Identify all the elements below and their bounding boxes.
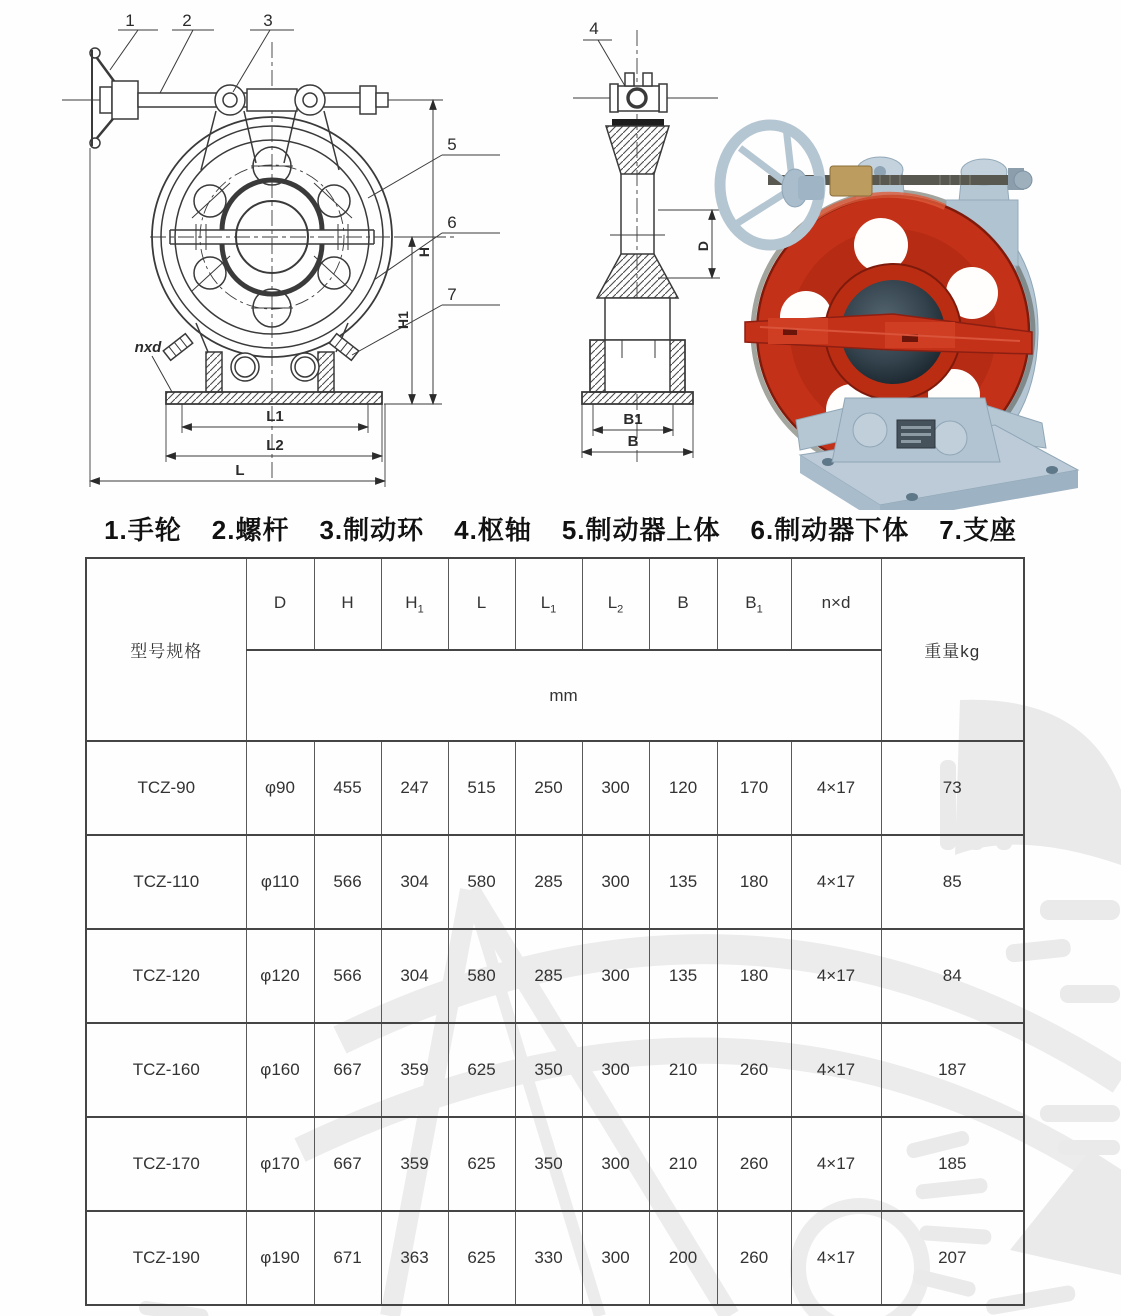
- table-row: [86, 1211, 1024, 1305]
- cell-l2: 300: [582, 741, 649, 835]
- callout-3-label: 3: [263, 11, 273, 30]
- cell-h: 671: [314, 1211, 381, 1305]
- legend-item-3: 3.制动环: [319, 515, 425, 545]
- front-view-drawing: [62, 11, 500, 487]
- col-label: L: [476, 592, 487, 612]
- unit-cell: mm: [246, 650, 881, 741]
- col-label-sub: 2: [617, 603, 624, 616]
- cell-model: TCZ-110: [86, 835, 246, 929]
- legend-item-1: 1.手轮: [104, 515, 182, 545]
- col-header-nxd: [791, 558, 881, 650]
- cell-d: φ190: [246, 1211, 314, 1305]
- cell-h: 566: [314, 929, 381, 1023]
- cell-h1: 363: [381, 1211, 448, 1305]
- cell-l1: 350: [515, 1117, 582, 1211]
- cell-b: 210: [649, 1023, 717, 1117]
- col-label: B: [745, 592, 757, 612]
- col-label-sub: 1: [550, 603, 557, 616]
- dim-l-label: L: [235, 462, 245, 479]
- cell-model: TCZ-90: [86, 741, 246, 835]
- table-row: [86, 929, 1024, 1023]
- cell-d: φ90: [246, 741, 314, 835]
- cell-b1: 260: [717, 1023, 791, 1117]
- col-header-d: [246, 558, 314, 650]
- cell-h: 667: [314, 1117, 381, 1211]
- cell-b: 135: [649, 929, 717, 1023]
- col-label: H: [405, 592, 418, 612]
- callout-5-label: 5: [447, 135, 457, 154]
- cell-b1: 260: [717, 1211, 791, 1305]
- legend-item-7: 7.支座: [939, 515, 1017, 545]
- col-header-l1: [515, 558, 582, 650]
- dim-b-label: B: [627, 433, 639, 450]
- cell-b1: 180: [717, 929, 791, 1023]
- cell-l: 515: [448, 741, 515, 835]
- cell-l: 580: [448, 929, 515, 1023]
- cell-b: 200: [649, 1211, 717, 1305]
- col-header-l: [448, 558, 515, 650]
- cell-l2: 300: [582, 1023, 649, 1117]
- cell-b: 120: [649, 741, 717, 835]
- table-row: [86, 1023, 1024, 1117]
- table-row: [86, 1117, 1024, 1211]
- cell-l2: 300: [582, 929, 649, 1023]
- side-view-drawing: [573, 19, 720, 462]
- product-photo: [720, 125, 1078, 510]
- col-header-l2: [582, 558, 649, 650]
- cell-weight: 73: [881, 741, 1024, 835]
- cell-model: TCZ-160: [86, 1023, 246, 1117]
- callout-6-label: 6: [447, 213, 457, 232]
- col-header-h1: [381, 558, 448, 650]
- legend-item-6: 6.制动器下体: [750, 515, 910, 545]
- legend-item-2: 2.螺杆: [211, 515, 290, 545]
- cell-weight: 85: [881, 835, 1024, 929]
- cell-h: 566: [314, 835, 381, 929]
- cell-l: 625: [448, 1023, 515, 1117]
- technical-drawings: [0, 0, 1121, 510]
- cell-l1: 250: [515, 741, 582, 835]
- cell-b1: 170: [717, 741, 791, 835]
- col-label: L: [607, 592, 618, 612]
- cell-nxd: 4×17: [791, 835, 881, 929]
- dim-l2-label: L2: [266, 437, 284, 454]
- col-header-h: [314, 558, 381, 650]
- legend-item-5: 5.制动器上体: [561, 515, 721, 545]
- cell-h1: 304: [381, 929, 448, 1023]
- cell-weight: 84: [881, 929, 1024, 1023]
- cell-b1: 180: [717, 835, 791, 929]
- cell-h1: 359: [381, 1117, 448, 1211]
- cell-d: φ120: [246, 929, 314, 1023]
- cell-weight: 185: [881, 1117, 1024, 1211]
- dim-h1-label: H1: [395, 311, 411, 329]
- cell-l: 625: [448, 1211, 515, 1305]
- table-row: [86, 835, 1024, 929]
- col-label: H: [341, 592, 354, 612]
- cell-b: 210: [649, 1117, 717, 1211]
- cell-h1: 359: [381, 1023, 448, 1117]
- spec-table: [85, 557, 1025, 1306]
- cell-nxd: 4×17: [791, 1211, 881, 1305]
- cell-b1: 260: [717, 1117, 791, 1211]
- dim-d-label: D: [695, 240, 711, 252]
- table-row: [86, 741, 1024, 835]
- cell-nxd: 4×17: [791, 1117, 881, 1211]
- dim-l1-label: L1: [266, 408, 284, 425]
- cell-nxd: 4×17: [791, 1023, 881, 1117]
- cell-l1: 285: [515, 929, 582, 1023]
- cell-l2: 300: [582, 1117, 649, 1211]
- col-header-b1: [717, 558, 791, 650]
- col-label-sub: 1: [417, 603, 424, 616]
- cell-h1: 247: [381, 741, 448, 835]
- callout-2-label: 2: [182, 11, 192, 30]
- cell-h: 455: [314, 741, 381, 835]
- cell-h: 667: [314, 1023, 381, 1117]
- callout-4-label: 4: [589, 19, 599, 38]
- cell-b: 135: [649, 835, 717, 929]
- cell-l1: 350: [515, 1023, 582, 1117]
- cell-nxd: 4×17: [791, 741, 881, 835]
- dim-b1-label: B1: [623, 411, 643, 428]
- legend-item-4: 4.枢轴: [454, 515, 532, 545]
- col-label-sub: 1: [756, 603, 763, 616]
- cell-d: φ170: [246, 1117, 314, 1211]
- dim-nxd-label: nxd: [134, 339, 162, 356]
- cell-d: φ160: [246, 1023, 314, 1117]
- col-label: B: [677, 592, 689, 612]
- cell-l2: 300: [582, 835, 649, 929]
- dim-h-label: H: [416, 246, 432, 258]
- col-label: D: [273, 592, 287, 612]
- cell-h1: 304: [381, 835, 448, 929]
- cell-weight: 207: [881, 1211, 1024, 1305]
- cell-model: TCZ-120: [86, 929, 246, 1023]
- cell-l1: 330: [515, 1211, 582, 1305]
- cell-l1: 285: [515, 835, 582, 929]
- col-label: n×d: [821, 592, 851, 612]
- header-row: [86, 558, 1024, 650]
- col-label: L: [540, 592, 551, 612]
- cell-l: 625: [448, 1117, 515, 1211]
- cell-weight: 187: [881, 1023, 1024, 1117]
- cell-l2: 300: [582, 1211, 649, 1305]
- parts-legend: [0, 510, 1121, 547]
- callout-1-label: 1: [125, 11, 135, 30]
- cell-l: 580: [448, 835, 515, 929]
- weight-header-cell: 重量kg: [881, 558, 1024, 741]
- cell-nxd: 4×17: [791, 929, 881, 1023]
- cell-model: TCZ-190: [86, 1211, 246, 1305]
- col-header-b: [649, 558, 717, 650]
- model-header-cell: 型号规格: [86, 558, 246, 741]
- callout-7-label: 7: [447, 285, 457, 304]
- cell-model: TCZ-170: [86, 1117, 246, 1211]
- cell-d: φ110: [246, 835, 314, 929]
